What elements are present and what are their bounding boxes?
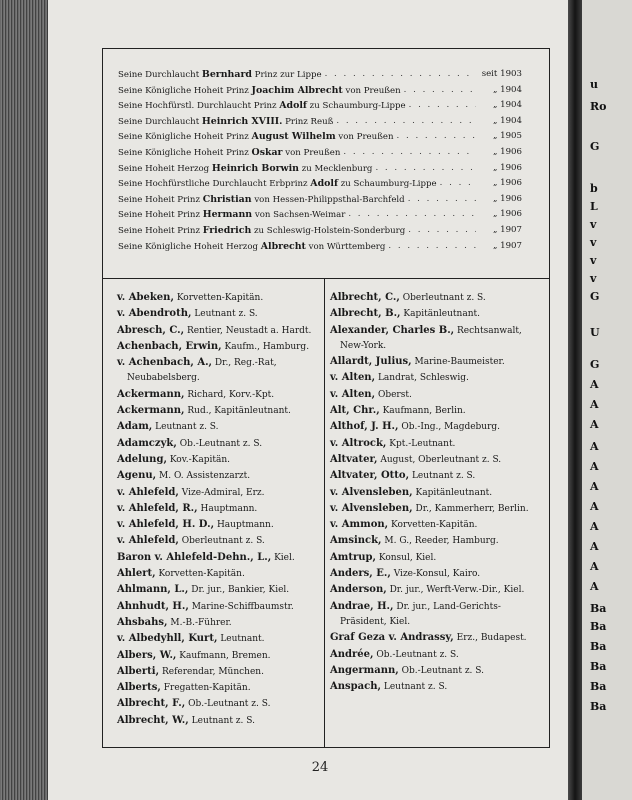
honor-year: „ 1904: [492, 100, 522, 111]
member-entry: [330, 485, 544, 501]
member-entry: [117, 290, 319, 306]
honor-name: Hermann: [202, 209, 253, 221]
member-entry: [117, 339, 319, 355]
adjacent-page-letter: A: [590, 540, 599, 553]
honor-text: [118, 223, 405, 239]
adjacent-page-letter: b: [590, 182, 598, 195]
member-entry: [117, 452, 319, 468]
honor-house: zu Schaumburg-Lippe: [340, 179, 437, 190]
member-entry: [330, 647, 544, 663]
adjacent-page-letter: v: [590, 254, 597, 267]
honor-name: Bernhard: [201, 69, 252, 80]
honor-name: August Wilhelm: [251, 131, 336, 143]
adjacent-page-letter: G: [590, 140, 600, 153]
column-divider: [324, 278, 325, 748]
member-entry: [330, 663, 544, 679]
member-description: Korvetten-Kapitän.: [176, 293, 264, 303]
member-description: Dr., Reg.-Rat, Neubabelsberg.: [127, 358, 277, 384]
honor-text: [118, 192, 405, 208]
member-name: v. Alten,: [330, 372, 376, 384]
member-entry: [330, 533, 544, 549]
member-description: Kapitänleutnant.: [415, 487, 493, 498]
member-entry: [330, 290, 544, 306]
member-name: v. Achenbach, A.,: [117, 357, 213, 369]
member-entry: [330, 354, 544, 370]
adjacent-page-letter: U: [590, 326, 600, 339]
member-name: Ackermann,: [117, 388, 185, 400]
book-gutter: [568, 0, 582, 800]
page-number: 24: [311, 760, 329, 775]
adjacent-page-letter: A: [590, 520, 599, 533]
member-entry: [117, 566, 319, 582]
member-description: Oberst.: [377, 389, 412, 400]
honor-house: von Preußen: [285, 147, 341, 158]
leader-dots: [333, 114, 476, 130]
honor-title: Seine Königliche Hoheit Prinz: [118, 85, 249, 96]
member-name: Achenbach, Erwin,: [117, 340, 222, 352]
member-entry: [330, 679, 544, 695]
member-name: Alberts,: [117, 682, 161, 694]
member-entry: [117, 664, 319, 680]
member-description: Leutnant z. S.: [191, 715, 255, 726]
honor-house: Prinz Reuß: [285, 116, 334, 127]
honor-year: „ 1905: [492, 131, 522, 142]
honor-text: [118, 176, 437, 192]
member-description: M.-B.-Führer.: [170, 617, 232, 628]
adjacent-page-letter: A: [590, 398, 599, 411]
member-entry: [117, 323, 319, 339]
member-entry: [117, 615, 319, 631]
adjacent-page-letter: Ba: [590, 660, 607, 673]
honor-house: zu Schleswig-Holstein-Sonderburg: [254, 225, 406, 236]
member-description: Hauptmann.: [216, 520, 274, 531]
leader-dots: [401, 83, 476, 99]
honor-year: „ 1906: [492, 178, 522, 189]
member-entry: [117, 419, 319, 435]
honor-title: Seine Hochfürstliche Durchlaucht Erbprinz: [118, 179, 308, 190]
member-list-left-column: [117, 290, 319, 729]
member-description: Konsul, Kiel.: [378, 552, 437, 563]
member-entry: [330, 370, 544, 386]
member-entry: [330, 566, 544, 582]
member-name: Abresch, C.,: [117, 324, 185, 336]
member-entry: [117, 648, 319, 664]
member-name: Adamczyk,: [117, 437, 177, 449]
member-description: Rentier, Neustadt a. Hardt.: [186, 325, 312, 336]
honor-title: Seine Durchlaucht: [118, 116, 200, 127]
member-name: Graf Geza v. Andrassy,: [330, 632, 454, 644]
leader-dots: [394, 129, 476, 145]
honor-title: Seine Hochfürstl. Durchlaucht Prinz: [118, 101, 277, 112]
honor-title: Seine Königliche Hoheit Prinz: [118, 132, 249, 143]
honor-year: „ 1906: [492, 209, 522, 220]
honor-house: von Preußen: [338, 132, 394, 143]
adjacent-page-letter: v: [590, 236, 597, 249]
leader-dots: [385, 239, 476, 255]
adjacent-page-letter: v: [590, 272, 597, 285]
member-name: Alt, Chr.,: [330, 405, 380, 417]
member-name: Anderson,: [330, 584, 387, 596]
leader-dots: [405, 192, 476, 208]
honor-house: Prinz zur Lippe: [254, 70, 322, 80]
adjacent-page-letter: u: [590, 78, 598, 91]
member-name: Albrecht, F.,: [117, 698, 186, 710]
member-description: Kaufmann, Berlin.: [382, 406, 466, 417]
honor-text: [118, 83, 401, 99]
member-name: Andrée,: [330, 648, 374, 660]
honor-year: „ 1906: [492, 193, 522, 204]
adjacent-page-letter: Ba: [590, 700, 607, 713]
member-description: Oberleutnant z. S.: [402, 293, 486, 303]
member-entry: [330, 387, 544, 403]
member-entry: [117, 517, 319, 533]
member-name: v. Ahlefeld,: [117, 486, 179, 498]
leader-dots: [405, 223, 476, 239]
honor-year: seit 1903: [481, 69, 522, 79]
member-name: Baron v. Ahlefeld-Dehn., L.,: [117, 551, 272, 563]
honor-name: Adolf: [279, 100, 307, 112]
honor-name: Albrecht: [260, 240, 306, 252]
honor-house: von Hessen-Philippsthal-Barchfeld: [254, 194, 405, 205]
member-entry: [330, 550, 544, 566]
adjacent-page-letter: A: [590, 460, 599, 473]
member-name: v. Abeken,: [117, 292, 174, 303]
member-entry: [117, 599, 319, 615]
honor-house: zu Schaumburg-Lippe: [309, 101, 406, 112]
leader-dots: [406, 98, 476, 114]
member-entry: [117, 582, 319, 598]
member-entry: [117, 680, 319, 696]
member-description: Kaufm., Hamburg.: [224, 341, 310, 352]
honor-title: Seine Hoheit Herzog: [118, 163, 210, 174]
member-name: v. Abendroth,: [117, 308, 192, 320]
adjacent-page-letter: A: [590, 418, 599, 431]
honorary-members-list: [118, 67, 522, 254]
member-entry: [117, 485, 319, 501]
member-name: Agenu,: [117, 470, 157, 482]
member-description: Leutnant z. S.: [155, 422, 219, 433]
honor-year: „ 1904: [492, 84, 522, 95]
adjacent-page-letter: Ba: [590, 620, 607, 633]
member-description: Vize-Admiral, Erz.: [181, 487, 265, 498]
honor-text: [118, 129, 394, 145]
adjacent-page-letter: A: [590, 440, 599, 453]
adjacent-page-letter: Ro: [590, 100, 607, 113]
member-name: Altvater, Otto,: [330, 470, 410, 482]
member-entry: [117, 436, 319, 452]
adjacent-page-letter: Ba: [590, 680, 607, 693]
member-entry: [330, 630, 544, 646]
member-entry: [330, 452, 544, 468]
adjacent-page: [582, 0, 632, 800]
member-description: Oberleutnant z. S.: [181, 536, 265, 547]
honor-row: [118, 161, 522, 177]
member-description: Ob.-Leutnant z. S.: [401, 665, 484, 676]
member-name: Albrecht, B.,: [330, 308, 401, 320]
member-entry: [117, 468, 319, 484]
member-description: M. O. Assistenzarzt.: [159, 471, 251, 482]
member-entry: [330, 323, 544, 355]
member-description: Leutnant z. S.: [411, 471, 476, 482]
member-description: Marine-Baumeister.: [414, 357, 505, 368]
honor-title: Seine Durchlaucht: [118, 70, 200, 80]
member-name: Ackermann,: [117, 405, 185, 417]
honor-title: Seine Hoheit Prinz: [118, 210, 200, 221]
member-description: Dr. jur., Bankier, Kiel.: [191, 585, 290, 596]
member-name: Anspach,: [330, 681, 381, 693]
honor-text: [118, 67, 322, 83]
honor-row: [118, 114, 522, 130]
member-description: Ob.-Leutnant z. S.: [188, 699, 271, 710]
member-name: Ahlert,: [117, 568, 156, 580]
honor-name: Joachim Albrecht: [251, 84, 343, 96]
member-entry: [117, 403, 319, 419]
member-name: v. Altrock,: [330, 437, 387, 449]
member-entry: [330, 306, 544, 322]
member-name: Altvater,: [330, 453, 378, 465]
honor-row: [118, 145, 522, 161]
adjacent-page-letter: A: [590, 560, 599, 573]
member-description: Rud., Kapitänleutnant.: [187, 406, 291, 417]
member-name: Angermann,: [330, 664, 399, 676]
member-description: Vize-Konsul, Kairo.: [393, 569, 481, 580]
adjacent-page-letter: A: [590, 378, 599, 391]
member-description: Korvetten-Kapitän.: [158, 569, 245, 580]
honor-house: von Sachsen-Weimar: [254, 210, 346, 221]
honor-name: Adolf: [310, 178, 338, 190]
honor-name: Heinrich XVIII.: [201, 115, 283, 127]
member-entry: [330, 582, 544, 598]
honor-text: [118, 114, 333, 130]
member-entry: [117, 306, 319, 322]
book-edge-pages: [0, 0, 48, 800]
member-description: Dr. jur., Werft-Verw.-Dir., Kiel.: [389, 585, 525, 596]
member-name: v. Ahlefeld, H. D.,: [117, 519, 215, 531]
honor-house: zu Mecklenburg: [301, 163, 373, 174]
member-entry: [117, 387, 319, 403]
member-name: Allardt, Julius,: [330, 356, 412, 368]
member-name: v. Alten,: [330, 388, 376, 400]
honor-row: [118, 98, 522, 114]
member-name: v. Ahlefeld,: [117, 535, 179, 547]
adjacent-page-letter: Ba: [590, 602, 607, 615]
honor-text: [118, 207, 345, 223]
member-description: Leutnant.: [220, 634, 265, 645]
leader-dots: [322, 67, 476, 83]
member-description: Erz., Budapest.: [456, 633, 527, 644]
member-description: Kov.-Kapitän.: [169, 454, 230, 465]
member-description: Referendar, München.: [161, 666, 264, 677]
honor-year: „ 1907: [492, 224, 522, 235]
adjacent-page-letter: A: [590, 580, 599, 593]
member-description: Kaufmann, Bremen.: [179, 650, 271, 661]
honor-text: [118, 98, 406, 114]
member-name: Alexander, Charles B.,: [330, 324, 455, 336]
member-name: v. Alvensleben,: [330, 486, 413, 498]
member-description: Leutnant z. S.: [194, 309, 258, 320]
honor-row: [118, 207, 522, 223]
member-entry: [330, 599, 544, 631]
member-list-right-column: [330, 290, 544, 695]
honor-house: von Württemberg: [308, 241, 386, 252]
honor-name: Oskar: [251, 146, 283, 158]
member-entry: [330, 468, 544, 484]
member-description: Richard, Korv.-Kpt.: [187, 389, 275, 400]
honor-title: Seine Königliche Hoheit Prinz: [118, 147, 249, 158]
member-description: Dr. jur., Land-Gerichts-Präsident, Kiel.: [340, 601, 501, 627]
member-name: Althof, J. H.,: [330, 421, 399, 433]
member-entry: [330, 501, 544, 517]
member-entry: [117, 550, 319, 566]
member-name: Andrae, H.,: [330, 600, 394, 612]
adjacent-page-letter: L: [590, 200, 598, 213]
member-description: Ob.-Leutnant z. S.: [179, 438, 263, 449]
honor-year: „ 1906: [492, 146, 522, 157]
member-name: v. Ahlefeld, R.,: [117, 502, 198, 514]
member-name: v. Ammon,: [330, 519, 389, 531]
member-description: Landrat, Schleswig.: [377, 373, 469, 384]
honor-row: [118, 129, 522, 145]
honor-text: [118, 239, 385, 255]
honor-title: Seine Hoheit Prinz: [118, 194, 200, 205]
member-name: Ahlmann, L.,: [117, 584, 189, 596]
member-name: Adelung,: [117, 453, 167, 465]
member-entry: [117, 713, 319, 729]
honor-row: [118, 67, 522, 83]
member-name: Adam,: [117, 421, 153, 433]
member-name: Albrecht, W.,: [117, 714, 189, 726]
honor-name: Friedrich: [202, 224, 252, 236]
honor-row: [118, 176, 522, 192]
honor-row: [118, 83, 522, 99]
honor-year: „ 1904: [492, 115, 522, 126]
adjacent-page-letter: A: [590, 480, 599, 493]
member-name: Ahnhudt, H.,: [117, 600, 189, 612]
adjacent-page-letter: G: [590, 358, 600, 371]
member-entry: [330, 419, 544, 435]
honor-house: von Preußen: [345, 85, 401, 96]
member-entry: [330, 436, 544, 452]
member-name: Amsinck,: [330, 535, 382, 547]
adjacent-page-letter: A: [590, 500, 599, 513]
adjacent-page-letter: G: [590, 290, 600, 303]
member-description: August, Oberleutnant z. S.: [380, 454, 502, 465]
member-name: Ahsbahs,: [117, 616, 168, 628]
member-entry: [117, 501, 319, 517]
honor-text: [118, 145, 340, 161]
honor-name: Heinrich Borwin: [211, 162, 299, 174]
member-description: Kiel.: [274, 552, 295, 563]
honor-title: Seine Hoheit Prinz: [118, 225, 200, 236]
honor-text: [118, 161, 372, 177]
member-name: Amtrup,: [330, 551, 376, 563]
member-description: Ob.-Ing., Magdeburg.: [401, 422, 501, 433]
honor-year: „ 1907: [492, 240, 522, 251]
member-name: Albers, W.,: [117, 649, 177, 661]
member-entry: [117, 696, 319, 712]
member-entry: [117, 533, 319, 549]
honor-year: „ 1906: [492, 162, 522, 173]
member-name: Albrecht, C.,: [330, 292, 400, 303]
member-description: Leutnant z. S.: [383, 682, 448, 693]
adjacent-page-letter: v: [590, 218, 597, 231]
member-description: Kapitänleutnant.: [403, 309, 480, 320]
member-entry: [117, 631, 319, 647]
horizontal-divider: [103, 278, 549, 279]
member-entry: [330, 517, 544, 533]
member-description: M. G., Reeder, Hamburg.: [384, 536, 499, 547]
leader-dots: [345, 207, 476, 223]
member-description: Marine-Schiffbaumstr.: [191, 601, 294, 612]
honor-name: Christian: [202, 193, 252, 205]
honor-row: [118, 223, 522, 239]
leader-dots: [340, 145, 476, 161]
member-entry: [117, 355, 319, 387]
honor-row: [118, 239, 522, 255]
honor-title: Seine Königliche Hoheit Herzog: [118, 241, 258, 252]
member-name: v. Albedyhll, Kurt,: [117, 633, 218, 645]
member-description: Rechtsanwalt, New-York.: [340, 325, 522, 351]
member-entry: [330, 403, 544, 419]
member-description: Kpt.-Leutnant.: [389, 438, 456, 449]
leader-dots: [437, 176, 476, 192]
adjacent-page-letter: Ba: [590, 640, 607, 653]
member-description: Fregatten-Kapitän.: [163, 683, 251, 694]
member-name: Anders, E.,: [330, 568, 391, 580]
member-name: v. Alvensleben,: [330, 502, 413, 514]
member-description: Korvetten-Kapitän.: [391, 520, 478, 531]
member-description: Dr., Kammerherr, Berlin.: [415, 503, 529, 514]
member-description: Hauptmann.: [200, 503, 258, 514]
honor-row: [118, 192, 522, 208]
leader-dots: [372, 161, 476, 177]
member-name: Alberti,: [117, 665, 160, 677]
member-description: Ob.-Leutnant z. S.: [376, 649, 459, 660]
